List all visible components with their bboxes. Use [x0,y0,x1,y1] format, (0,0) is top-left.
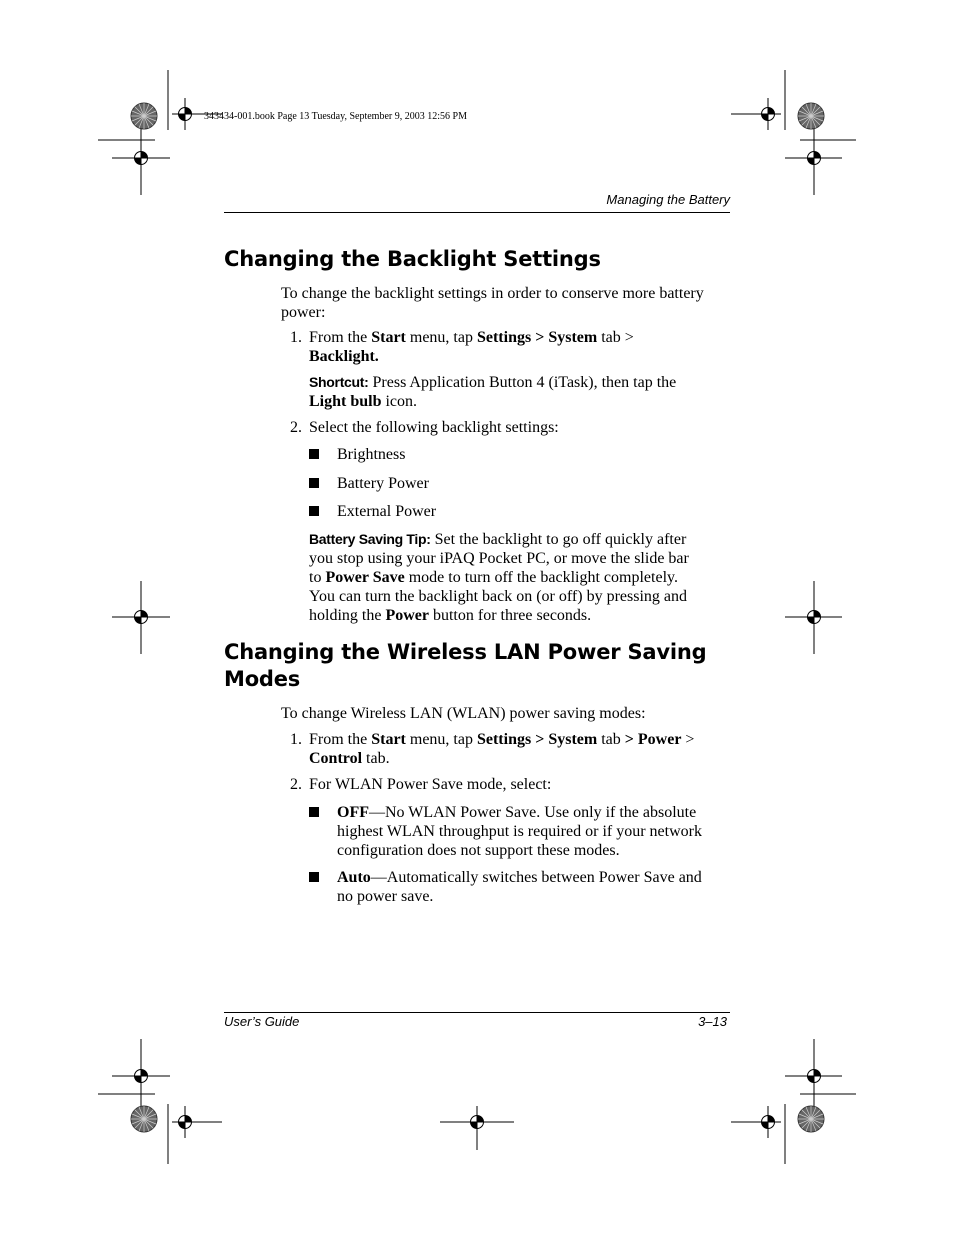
section2-intro: To change Wireless LAN (WLAN) power saving modes: [281,705,646,722]
section2-step2-number: 2. [290,776,302,793]
shortcut-note: Shortcut: Press Application Button 4 (iTask), then tap the Light bulb icon. [309,374,677,410]
list-item: Brightness [337,446,406,463]
bullet-icon [309,449,319,459]
list-item-off: OFF—No WLAN Power Save. Use only if the absolute highest WLAN throughput is required or if your network configuration does not support these modes. [337,804,702,859]
page-number: 3–13 [698,1014,727,1029]
bullet-icon [309,872,319,882]
section2-step1-number: 1. [290,731,302,748]
list-item: External Power [337,503,437,520]
section2-step1: From the Start menu, tap Settings > System tab > Power > Control tab. [309,731,695,767]
section1-step2: Select the following backlight settings: [309,419,559,436]
section-title-backlight: Changing the Backlight Settings [224,247,601,271]
section1-step1: From the Start menu, tap Settings > System tab > Backlight. [309,329,634,365]
section-title-wlan: Changing the Wireless LAN Power Saving Modes [224,640,707,691]
list-item: Battery Power [337,475,429,492]
bullet-icon [309,478,319,488]
section2-step2: For WLAN Power Save mode, select: [309,776,552,793]
footer-rule [224,1012,730,1013]
footer-title: User’s Guide [224,1014,300,1029]
list-item-auto: Auto—Automatically switches between Power Save and no power save. [337,869,702,905]
print-stamp: 343434-001.book Page 13 Tuesday, September 9, 2003 12:56 PM [204,111,467,122]
bullet-icon [309,807,319,817]
battery-saving-tip: Battery Saving Tip: Set the backlight to go off quickly after you stop using your iPAQ Pocket PC, or move the slide bar to Power Save mode to turn off the backlight completely. You can turn the backlight back on (or off) by pressing and holding the Power button for three seconds. [309,531,689,624]
header-rule [224,212,730,213]
section1-intro: To change the backlight settings in order to conserve more battery power: [281,285,704,321]
running-header: Managing the Battery [606,192,730,207]
section1-step1-number: 1. [290,329,302,346]
bullet-icon [309,506,319,516]
section1-step2-number: 2. [290,419,302,436]
